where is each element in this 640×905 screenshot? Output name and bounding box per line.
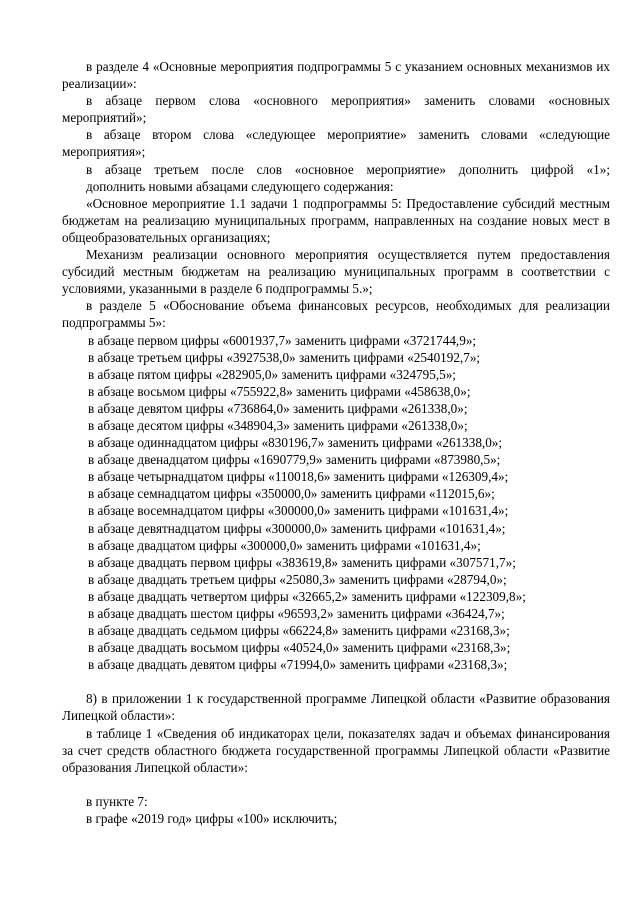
list-item: в абзаце девятом цифры «736864,0» заменить цифрами «261338,0»; — [88, 400, 468, 416]
paragraph: в абзаце втором слова «следующее мероприятие» заменить словами «следующие мероприятия»; — [62, 127, 610, 160]
list-item: в абзаце третьем цифры «3927538,0» заменить цифрами «2540192,7»; — [88, 349, 481, 365]
list-item: в абзаце семнадцатом цифры «350000,0» заменить цифрами «112015,6»; — [88, 486, 495, 502]
point-7-line: в пункте 7: — [86, 793, 148, 809]
list-item: в абзаце пятом цифры «282905,0» заменить цифрами «324795,5»; — [88, 366, 456, 382]
document-page — [62, 58, 610, 827]
paragraph: в абзаце третьем после слов «основное мероприятие» дополнить цифрой «1»; — [86, 161, 610, 177]
list-item: в абзаце девятнадцатом цифры «300000,0» заменить цифрами «101631,4»; — [88, 520, 506, 536]
list-item: в абзаце двадцатом цифры «300000,0» заменить цифрами «101631,4»; — [88, 537, 481, 553]
list-item: в абзаце четырнадцатом цифры «110018,6» заменить цифрами «126309,4»; — [88, 469, 509, 485]
list-item: в абзаце восьмом цифры «755922,8» заменить цифрами «458638,0»; — [88, 383, 471, 399]
list-item: в абзаце двадцать седьмом цифры «66224,8» заменить цифрами «23168,3»; — [88, 623, 510, 639]
list-item: в абзаце двадцать восьмом цифры «40524,0» заменить цифрами «23168,3»; — [88, 640, 511, 656]
replacement-list — [62, 332, 610, 674]
list-item: в абзаце восемнадцатом цифры «300000,0» заменить цифрами «101631,4»; — [88, 503, 509, 519]
blank-line — [62, 776, 610, 793]
paragraph: дополнить новыми абзацами следующего содержания: — [86, 178, 394, 194]
paragraph: в абзаце первом слова «основного мероприятия» заменить словами «основных мероприятий»; — [62, 93, 610, 126]
blank-line — [62, 673, 610, 690]
appendix-1-heading: 8) в приложении 1 к государственной программе Липецкой области «Развитие образования Липецкой области»: — [62, 691, 610, 724]
list-item: в абзаце двадцать четвертом цифры «32665,2» заменить цифрами «122309,8»; — [88, 588, 526, 604]
paragraph: Механизм реализации основного мероприятия осуществляется путем предоставления субсидий местным бюджетам на реализацию муниципальных программ в соответствии с условиями, указанными в разделе 6 подпрограммы 5.»; — [62, 247, 610, 297]
list-item: в абзаце одиннадцатом цифры «830196,7» заменить цифрами «261338,0»; — [88, 435, 503, 451]
paragraph: «Основное мероприятие 1.1 задачи 1 подпрограммы 5: Предоставление субсидий местным бюджетам на реализацию муниципальных программ, направленных на создание новых мест в общеобразовательных организациях; — [62, 195, 610, 245]
list-item: в абзаце двадцать шестом цифры «96593,2» заменить цифрами «36424,7»; — [88, 606, 505, 621]
column-2019-line: в графе «2019 год» цифры «100» исключить; — [86, 810, 338, 826]
section-4-heading: в разделе 4 «Основные мероприятия подпрограммы 5 с указанием основных механизмов их реализации»: — [62, 59, 610, 92]
list-item: в абзаце двадцать девятом цифры «71994,0» заменить цифрами «23168,3»; — [88, 657, 508, 673]
section-5-heading: в разделе 5 «Обоснование объема финансовых ресурсов, необходимых для реализации подпрограммы 5»: — [62, 298, 610, 331]
list-item: в абзаце первом цифры «6001937,7» заменить цифрами «3721744,9»; — [88, 332, 477, 348]
list-item: в абзаце двадцать третьем цифры «25080,3» заменить цифрами «28794,0»; — [88, 571, 507, 587]
table-1-paragraph: в таблице 1 «Сведения об индикаторах цели, показателях задач и объемах финансирования за счет средств областного бюджета государственной программы Липецкой области «Развитие образования Липецкой области»: — [62, 725, 610, 775]
list-item: в абзаце десятом цифры «348904,3» заменить цифрами «261338,0»; — [88, 417, 468, 433]
list-item: в абзаце двенадцатом цифры «1690779,9» заменить цифрами «873980,5»; — [88, 452, 501, 468]
list-item: в абзаце двадцать первом цифры «383619,8» заменить цифрами «307571,7»; — [88, 554, 516, 570]
